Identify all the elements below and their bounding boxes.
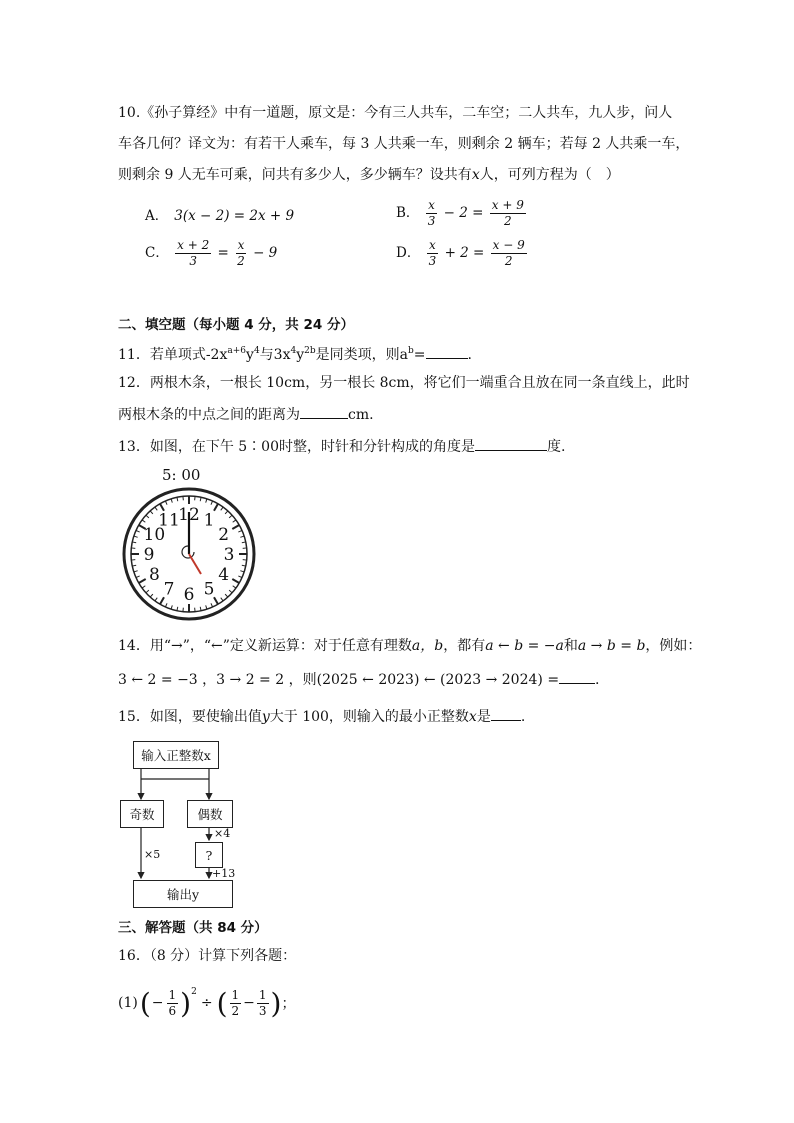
flow-times5-label: ×5 [144,848,161,861]
clock-tick [142,586,145,588]
clock-tick [150,594,153,597]
clock-tick [134,571,138,572]
flow-even-box: 偶数 [187,800,233,828]
q16-part1-expression: (1) ( − $\frac{1}{6}$ ) 2 ÷ ( $\frac{1}{2}$ − $\frac{1}{3}$ ) ； [118,986,296,1020]
clock-tick [240,571,244,572]
answer-blank[interactable] [426,344,468,359]
clock-number: 12 [178,505,200,525]
clock-tick [146,590,149,593]
clock-tick [233,586,236,588]
clock-number: 10 [143,525,166,545]
clock-tick [146,515,149,518]
clock-number: 3 [223,545,235,565]
clock-tick [165,501,167,505]
clock-number: 9 [143,545,155,565]
clock-tick [214,597,218,604]
clock-number: 7 [163,579,175,600]
clock-tick [225,594,228,597]
clock-tick [142,520,145,522]
q15: 15．如图，要使输出值y大于 100，则输入的最小正整数x是 . [118,706,525,727]
flow-input-box: 输入正整数x [133,741,219,769]
q12-line1: 12．两根木条，一根长 10cm，另一根长 8cm，将它们一端重合且放在同一条直线上，此时 [118,375,690,391]
clock-tick [238,576,242,578]
clock-tick [139,579,146,583]
clock-tick [136,576,140,578]
flow-plus13-label: +13 [212,867,236,880]
clock-tick [240,536,244,537]
clock-tick [229,590,232,593]
clock-tick [155,507,157,510]
clock-number: 5 [203,579,215,600]
clock-tick [232,579,239,583]
q13: 13．如图，在下午 5∶00时整，时针和分针构成的角度是 度. [118,436,565,457]
section2-heading: 二、填空题（每小题 4 分，共 24 分） [118,317,354,333]
q10-line3: 则剩余 9 人无车可乘，问共有多少人，多少辆车？设共有x人，可列方程为（ ） [118,167,620,183]
clock-number: 1 [203,510,215,531]
q10-option-c: C． $\frac{x + 2}{3}$ = $\frac{x}{2}$ − 9 [145,238,278,268]
q14-line1: 14．用“→”，“←”定义新运算：对于任意有理数a，b，都有a ← b = −a和a → b = b，例如： [118,638,702,654]
clock-number: 4 [218,565,230,585]
answer-blank[interactable] [491,706,521,721]
section3-heading: 三、解答题（共 84 分） [118,920,268,936]
clock-tick [211,603,213,607]
clock-tick [171,605,172,609]
q14-line2: 3 ← 2 = −3 ，3 → 2 = 2 ，则(2025 ← 2023) ← (2023 → 2024) = . [118,669,600,690]
q11: 11．若单项式$-2x^{a+6}y^4$与$3x^4y^{2b}$是同类项，则$a^b=$ . [118,346,472,363]
answer-blank[interactable] [300,404,348,419]
clock-tick [221,598,223,601]
q10-line1: 10.《孙子算经》中有一道题，原文是：今有三人共车，二车空；二人共车，九人步，问人 [118,105,673,121]
flow-times4-label: ×4 [214,827,231,840]
clock-number: 6 [183,585,195,605]
clock-tick [225,511,228,514]
answer-blank[interactable] [559,669,595,684]
q12-line2: 两根木条的中点之间的距离为 cm. [118,404,374,425]
clock-tick [238,530,242,532]
clock-tick [155,598,157,601]
q10-option-b: B． $\frac{x}{3}$ − 2 = $\frac{x + 9}{2}$ [396,198,524,228]
clock-tick [206,499,207,503]
clock-tick [233,520,236,522]
clock-tick [136,530,140,532]
clock-number: 11 [158,510,180,531]
flow-output-box: 输出y [133,880,233,908]
clock-tick [232,525,239,529]
q10-option-a: A． 3(x − 2) = 2x + 9 [145,208,295,224]
clock-tick [206,605,207,609]
hour-hand [189,554,201,574]
q10-line2: 车各几何？译文为：有若干人乘车，每 3 人共乘一车，则剩余 2 辆车；若每 2 人共乘一车， [118,136,690,152]
clock-tick [134,536,138,537]
answer-blank[interactable] [475,436,547,451]
clock-tick [229,515,232,518]
clock-tick [165,603,167,607]
flow-odd-box: 奇数 [120,800,164,828]
clock-tick [211,501,213,505]
clock-tick [221,507,223,510]
clock-number: 8 [148,565,160,585]
clock-tick [150,511,153,514]
clock-time-label: 5: 00 [162,466,201,484]
clock-tick [171,499,172,503]
q10-option-d: D． $\frac{x}{3}$ + 2 = $\frac{x - 9}{2}$ [396,238,525,268]
clock-figure [121,486,257,622]
flow-unknown-box: ? [195,842,223,868]
q16-intro: 16．（8 分）计算下列各题： [118,948,297,964]
clock-tick [214,504,218,511]
clock-number: 2 [218,525,230,545]
